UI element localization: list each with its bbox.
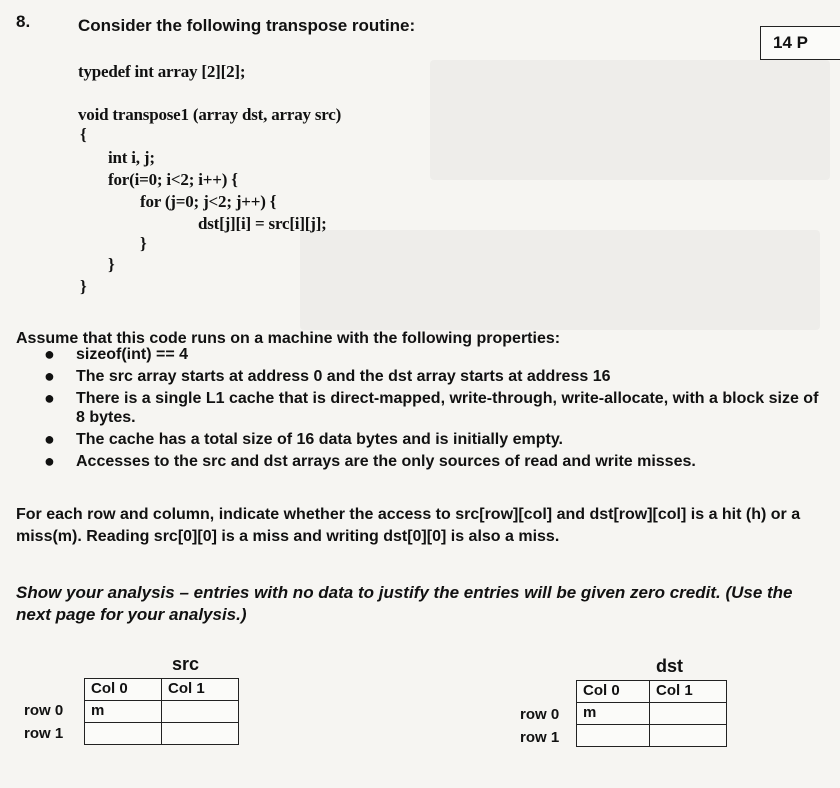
dst-row-label-0: row 0 bbox=[520, 706, 560, 723]
bullet-icon: ● bbox=[44, 451, 55, 471]
code-line-open-brace: { bbox=[80, 125, 87, 144]
table-row bbox=[577, 725, 727, 747]
src-cell-r1-c0[interactable] bbox=[85, 723, 162, 745]
code-line-close-inner: } bbox=[140, 234, 147, 253]
dst-table bbox=[576, 680, 727, 747]
assumptions-list bbox=[40, 345, 830, 474]
src-col-header-0: Col 0 bbox=[85, 679, 162, 701]
list-item: ● The src array starts at address 0 and the dst array starts at address 16 bbox=[44, 366, 611, 386]
list-item: ● Accesses to the src and dst arrays are the only sources of read and write misses. bbox=[44, 451, 696, 471]
list-item: ● There is a single L1 cache that is direct-mapped, write-through, write-allocate, with a block size of 8 bytes. bbox=[44, 388, 819, 426]
src-cell-r0-c0[interactable]: m bbox=[85, 701, 162, 723]
dst-col-header-0: Col 0 bbox=[577, 681, 650, 703]
question-intro: Consider the following transpose routine: bbox=[78, 16, 416, 35]
src-cell-r0-c1[interactable] bbox=[162, 701, 239, 723]
bleed-through-shading-table bbox=[300, 230, 820, 330]
bullet-icon: ● bbox=[44, 344, 55, 364]
bleed-through-shading bbox=[430, 60, 830, 180]
dst-cell-r1-c0[interactable] bbox=[577, 725, 650, 747]
question-number: 8. bbox=[16, 12, 31, 31]
code-line-typedef: typedef int array [2][2]; bbox=[78, 62, 246, 81]
dst-row-label-1: row 1 bbox=[520, 729, 560, 746]
list-item: ● sizeof(int) == 4 bbox=[44, 344, 189, 364]
src-row-label-0: row 0 bbox=[24, 702, 64, 719]
code-line-signature: void transpose1 (array dst, array src) bbox=[78, 105, 342, 124]
dst-cell-r0-c1[interactable] bbox=[650, 703, 727, 725]
dst-cell-r1-c1[interactable] bbox=[650, 725, 727, 747]
code-line-close-func: } bbox=[80, 277, 87, 296]
src-cell-r1-c1[interactable] bbox=[162, 723, 239, 745]
code-line-outer-loop: for(i=0; i<2; i++) { bbox=[108, 170, 238, 189]
code-line-close-outer: } bbox=[108, 255, 115, 274]
bullet-icon: ● bbox=[44, 429, 55, 449]
code-line-assignment: dst[j][i] = src[i][j]; bbox=[198, 214, 327, 233]
src-row-label-1: row 1 bbox=[24, 725, 64, 742]
list-item: ● The cache has a total size of 16 data bytes and is initially empty. bbox=[44, 429, 563, 449]
src-table-title: src bbox=[172, 654, 200, 674]
src-table bbox=[84, 678, 239, 745]
dst-table-title: dst bbox=[656, 656, 683, 676]
assumptions-heading: Assume that this code runs on a machine with the following properties: bbox=[16, 330, 561, 347]
table-row bbox=[85, 723, 239, 745]
dst-col-header-1: Col 1 bbox=[650, 681, 727, 703]
bullet-icon: ● bbox=[44, 388, 55, 408]
bullet-icon: ● bbox=[44, 366, 55, 386]
dst-cell-r0-c0[interactable]: m bbox=[577, 703, 650, 725]
table-row bbox=[85, 701, 239, 723]
analysis-note: Show your analysis – entries with no data to justify the entries will be given zero credit. (Use the next page for your analysis.) bbox=[16, 583, 793, 624]
code-line-inner-loop: for (j=0; j<2; j++) { bbox=[140, 192, 277, 211]
src-col-header-1: Col 1 bbox=[162, 679, 239, 701]
table-row bbox=[577, 703, 727, 725]
instructions-text: For each row and column, indicate whether the access to src[row][col] and dst[row][col] is a hit (h) or a miss(m). Reading src[0][0] is a miss and writing dst[0][0] is also a miss. bbox=[16, 506, 801, 545]
code-line-decl: int i, j; bbox=[108, 148, 155, 167]
points-box: 14 P bbox=[760, 26, 840, 60]
